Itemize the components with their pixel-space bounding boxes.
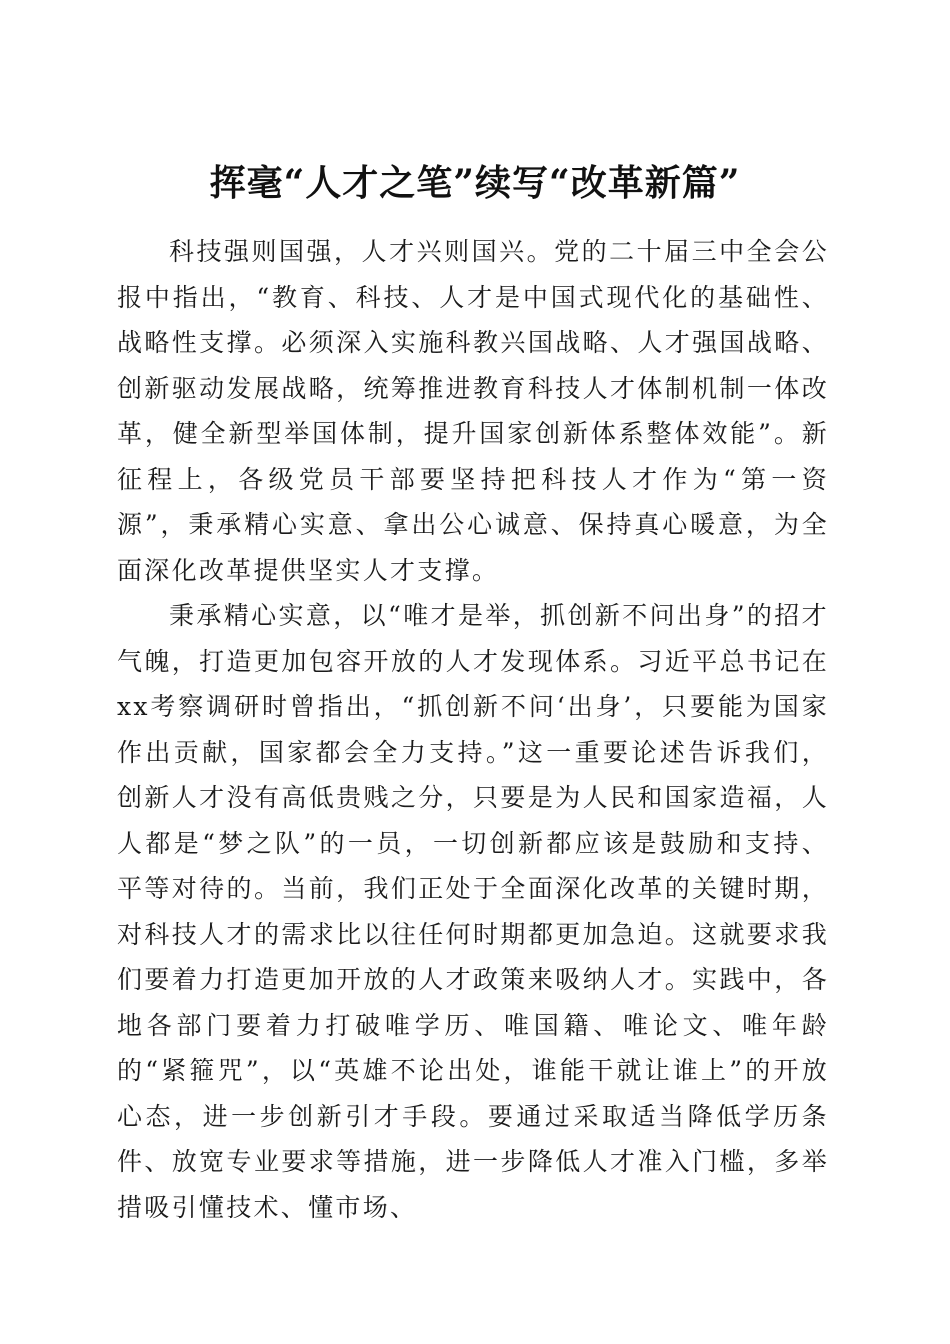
paragraph-1: 科技强则国强，人才兴则国兴。党的二十届三中全会公报中指出，“教育、科技、人才是中国式现代化的基础性、战略性支撑。必须深入实施科教兴国战略、人才强国战略、创新驱动发展战略，统筹推进教育科技人才体制机制一体改革，健全新型举国体制，提升国家创新体系整体效能”。新征程上，各级党员干部要坚持把科技人才作为“第一资源”，秉承精心实意、拿出公心诚意、保持真心暖意，为全面深化改革提供坚实人才支撑。: [117, 237, 829, 585]
paragraph-2: 秉承精心实意，以“唯才是举，抓创新不问出身”的招才气魄，打造更加包容开放的人才发现体系。习近平总书记在xx考察调研时曾指出，“抓创新不问‘出身’，只要能为国家作出贡献，国家都会全力支持。”这一重要论述告诉我们，创新人才没有高低贵贱之分，只要是为人民和国家造福，人人都是“梦之队”的一员，一切创新都应该是鼓励和支持、平等对待的。当前，我们正处于全面深化改革的关键时期，对科技人才的需求比以往任何时期都更加急迫。这就要求我们要着力打造更加开放的人才政策来吸纳人才。实践中，各地各部门要着力打破唯学历、唯国籍、唯论文、唯年龄的“紧箍咒”，以“英雄不论出处，谁能干就让谁上”的开放心态，进一步创新引才手段。要通过采取适当降低学历条件、放宽专业要求等措施，进一步降低人才准入门槛，多举措吸引懂技术、懂市场、: [117, 601, 829, 1222]
document-body: [117, 229, 829, 1230]
document-title: 挥毫“人才之笔”续写“改革新篇”: [209, 162, 741, 205]
